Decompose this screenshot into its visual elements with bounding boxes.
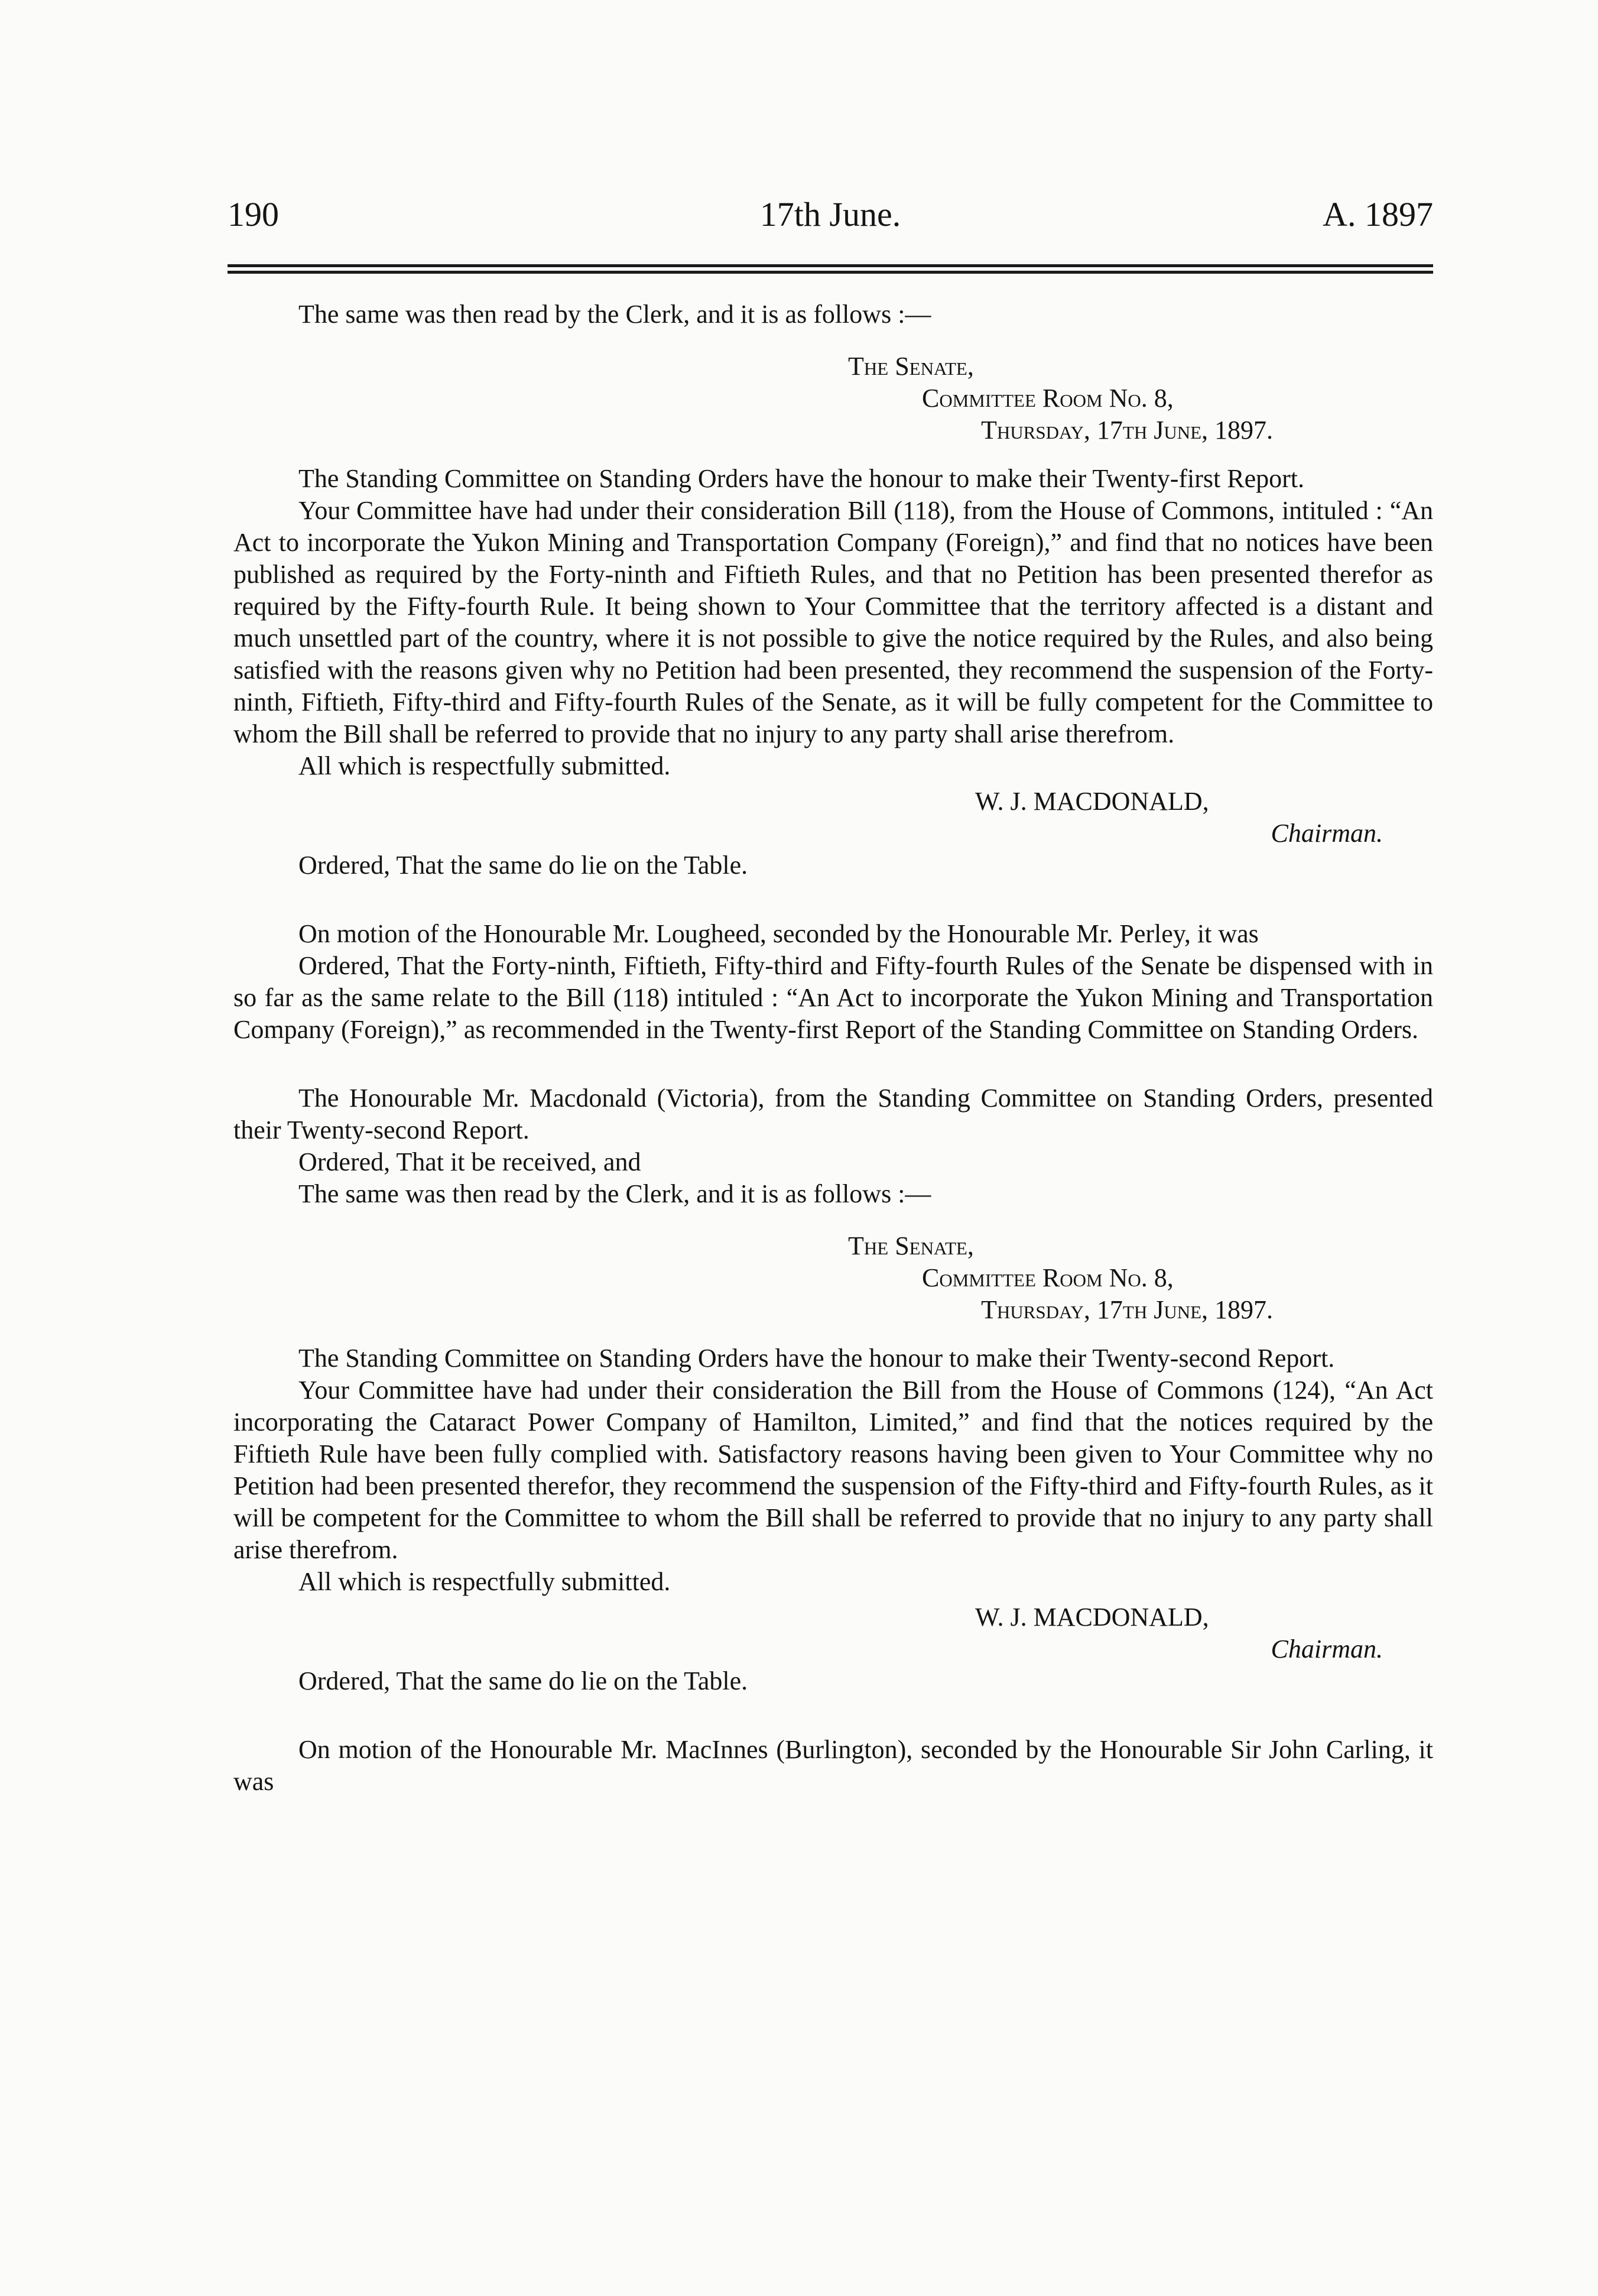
address-room: Committee Room No. 8,: [922, 1263, 1174, 1292]
report-paragraph: The Standing Committee on Standing Orders have the honour to make their Twenty-first Report.: [298, 464, 1304, 493]
motion-macinnes: [233, 1734, 1433, 1798]
address-senate: The Senate,: [848, 1231, 974, 1260]
report-paragraph: All which is respectfully submitted.: [298, 1567, 671, 1596]
report-paragraph: Your Committee have had under their consideration Bill (118), from the House of Commons, intituled : “An Act to incorporate the Yukon Mining and Transportation Company (Foreign),” and find that no notices have been published as required by the Forty-ninth and Fiftieth Rules, and that no Petition has been presented therefor as required by the Fifty-fourth Rule. It being shown to Your Committee that the territory affected is a distant and much unsettled part of the country, where it is not possible to give the notice required by the Rules, and also being satisfied with the reasons given why no Petition had been presented, they recommend the suspension of the Forty-ninth, Fiftieth, Fifty-third and Fifty-fourth Rules of the Senate, as it will be fully competent for the Committee to whom the Bill shall be referred to provide that no injury to any party shall arise therefrom.: [233, 496, 1433, 748]
signature-role: Chairman.: [1271, 819, 1383, 848]
signature-role: Chairman.: [1271, 1635, 1383, 1663]
report-twenty-first: [233, 299, 1433, 881]
report-paragraph: All which is respectfully submitted.: [298, 751, 671, 780]
motion-text: On motion of the Honourable Mr. MacInnes (Burlington), seconded by the Honourable Sir John Carling, it was: [233, 1735, 1433, 1796]
address-senate: The Senate,: [848, 352, 974, 381]
address-date: Thursday, 17th June, 1897.: [981, 416, 1274, 445]
header-date: 17th June.: [759, 195, 901, 234]
header-rule-top: [228, 264, 1433, 267]
page-body: [233, 299, 1433, 1798]
motion-text: On motion of the Honourable Mr. Lougheed, seconded by the Honourable Mr. Perley, it was: [298, 919, 1259, 948]
session-year: A. 1897: [1323, 195, 1433, 234]
page-header: [228, 188, 1433, 241]
report-paragraph: The Standing Committee on Standing Orders have the honour to make their Twenty-second Report.: [298, 1344, 1335, 1373]
report-intro: The same was then read by the Clerk, and it is as follows :—: [298, 300, 931, 329]
signature-name: W. J. MACDONALD,: [975, 787, 1209, 816]
report-presented: The Honourable Mr. Macdonald (Victoria), from the Standing Committee on Standing Orders, presented their Twenty-second Report.: [233, 1084, 1433, 1144]
report-received: Ordered, That it be received, and: [298, 1147, 641, 1176]
address-date: Thursday, 17th June, 1897.: [981, 1295, 1274, 1324]
report-paragraph: Your Committee have had under their consideration the Bill from the House of Commons (124), “An Act incorporating the Cataract Power Company of Hamilton, Limited,” and find that the notices required by the Fiftieth Rule have been fully complied with. Satisfactory reasons having been given to Your Committee why no Petition had been presented therefor, they recommend the suspension of the Fifty-third and Fifty-fourth Rules, as it will be competent for the Committee to whom the Bill shall be referred to provide that no injury to any party shall arise therefrom.: [233, 1376, 1433, 1564]
report-twenty-second: [233, 1082, 1433, 1697]
report-address: [233, 1230, 1433, 1326]
report-address: [233, 351, 1433, 446]
signature-name: W. J. MACDONALD,: [975, 1603, 1209, 1632]
report-intro: The same was then read by the Clerk, and it is as follows :—: [298, 1179, 931, 1208]
ordered-table: Ordered, That the same do lie on the Table.: [298, 1666, 748, 1695]
ordered-table: Ordered, That the same do lie on the Table.: [298, 851, 748, 880]
signature-block: [233, 1601, 1433, 1665]
signature-block: [233, 786, 1433, 849]
page-number: 190: [228, 195, 279, 234]
motion-lougheed: [233, 918, 1433, 1046]
motion-ordered: Ordered, That the Forty-ninth, Fiftieth, Fifty-third and Fifty-fourth Rules of the Senate be dispensed with in so far as the same relate to the Bill (118) intituled : “An Act to incorporate the Yukon Mining and Transportation Company (Foreign),” as recommended in the Twenty-first Report of the Standing Committee on Standing Orders.: [233, 951, 1433, 1044]
header-rule-bottom: [228, 271, 1433, 274]
address-room: Committee Room No. 8,: [922, 384, 1174, 413]
